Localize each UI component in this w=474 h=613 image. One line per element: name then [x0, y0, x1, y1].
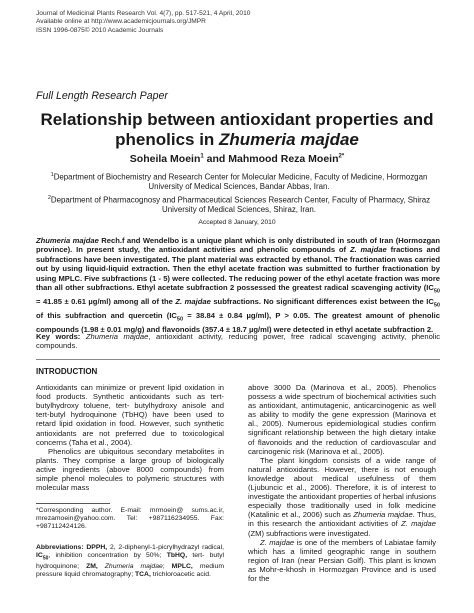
paper-title [20, 110, 454, 150]
author-list [20, 153, 454, 165]
intro-paragraph-5 [248, 538, 436, 583]
abstract-text-6: = 38.84 ± 0.84 µg/ml), P > 0.05. The greatest amount of phenolic compounds (1.98 ± 0.01 mg/g) and flavonoids (357.4 ± 18.7 µg/ml) were detected in ethyl acetate subfraction 2. [36, 310, 440, 334]
intro-p5-text: is one of the members of Labiatae family which has a limited geographic range in southern region of Iran (near Persian Golf). This plant is known as Mohr-e-khosh in Hormozgan Province and is used for the [248, 537, 436, 583]
abstract-text-4: subfractions. No significant differences exist between the IC [210, 296, 434, 306]
abbr-dpph: DPPH, [83, 544, 110, 551]
keywords-label: Key words: [36, 332, 81, 341]
affiliation-2-sup: 2 [47, 195, 51, 202]
keywords-text: , antioxidant activity, reducing power, free radical scavenging activity, phenolic compounds. [36, 332, 441, 351]
author-1-sup: 1 [200, 153, 204, 160]
abbr-tbhq: TbHQ, [166, 552, 188, 560]
abbr-ic: IC [36, 552, 43, 560]
abbr-mplc-text: medium pressure liquid chromatography; [36, 562, 224, 578]
affiliation-2 [36, 194, 442, 214]
intro-p4-text: The plant kingdom consists of a wide range of natural antioxidants. However, there is not enough knowledge about medical usefulness of them (Ljubuncic et al., 2006). Therefore, it is of interest to investigate the antioxidant properties of herbal infusions especially those traditionally used in folk medicine (Katalinic et al., 2006) such as [248, 455, 436, 520]
section-divider [36, 359, 440, 360]
abbr-zm-text: Zhumeria majdae [97, 562, 163, 570]
affiliations [36, 171, 442, 218]
accepted-date: Accepted 8 January, 2010 [198, 219, 276, 226]
footnote-divider [36, 503, 110, 504]
intro-paragraph-3: above 3000 Da (Marinova et al., 2005). Phenolics possess a wide spectrum of biochemical activities such as antioxidant, antimutagenic, anticarcinogenic as well as ability to modify the gene expression (Marinova et al., 2005). Numerous epidemiological studies confirm significant relationship between the high dietary intake of flavonoids and the reduction of cardiovascular and carcinogenic risk (Marinova et al., 2005). [248, 383, 436, 456]
abstract-species-2: Z. majdae [349, 245, 387, 255]
introduction-heading: INTRODUCTION [36, 367, 98, 376]
abbr-label: Abbreviations: [36, 544, 84, 551]
journal-issn: ISSN 1996-0875© 2010 Academic Journals [36, 26, 164, 34]
abbr-mplc: MPLC, [171, 562, 193, 570]
abbr-ic-text: , inhibition concentration by 50%; [48, 552, 167, 560]
intro-p4-species-2: Z. majdae [401, 519, 437, 529]
title-line1: Relationship between antioxidant properties and [40, 110, 434, 129]
abstract-text-3: = 41.85 ± 0.61 µg/ml) among all of the [36, 296, 176, 306]
abstract-sub-3: 50 [176, 316, 184, 323]
affiliation-1 [36, 171, 442, 191]
author-1: Soheila Moein [129, 153, 201, 165]
abbr-zm: ZM, [86, 562, 98, 570]
intro-p5-species: Z. majdae [260, 537, 295, 547]
abbr-tca: TCA, [134, 570, 151, 578]
keywords [36, 332, 440, 351]
intro-paragraph-2: Phenolics are ubiquitous secondary metabolites in plants. They comprise a large group of biologically active ingredients (above 8000 compounds) from simple phenol molecules to polymeric structures with molecular mass [36, 446, 224, 493]
abbr-tbhq-text: tert- butyl hydroquinone; [36, 552, 225, 570]
abbr-tca-text: trichloroacetic acid. [150, 570, 211, 578]
abstract-text-1: Rech.f and Wendelbo is a unique plant which is only distributed in south of Iran (Hormozgan province). In present study, the antioxidant activities and phenolic compounds of [36, 236, 440, 255]
abstract-species-3: Z. majdae [175, 296, 211, 306]
intro-p4-text-3: (ZM) subfractions were investigated. [248, 528, 371, 538]
abstract-sub-1: 50 [433, 288, 440, 295]
abstract-sub-2: 50 [433, 302, 440, 309]
author-and: and [203, 153, 229, 165]
title-line2: phenolics in [115, 130, 220, 149]
intro-paragraph-1: Antioxidants can minimize or prevent lipid oxidation in food products. Synthetic antioxidants such as tert-butylhydroxy toluene, tert- butylhydroxy anisole and tert-butyl hydroquinone (TbHQ) have been used to retard lipid oxidation in food. However, such synthetic antioxidants are not preferred due to toxicological concerns (Taha et al., 2004). [36, 383, 224, 447]
abbr-ic-sub: 50 [42, 555, 49, 562]
abstract-text-5: of this subfraction and quercetin (IC [36, 310, 177, 320]
article-type: Full Length Research Paper [36, 90, 168, 102]
affiliation-1-sup: 1 [50, 172, 54, 178]
journal-header [36, 10, 250, 35]
journal-citation: Journal of Medicinal Plants Research Vol. 4(7), pp. 517-521, 4 April, 2010 [36, 10, 251, 17]
abstract-species: Zhumeria majdae [36, 236, 99, 245]
intro-p4-text-2: . Thus, in this research the antioxidant activities of [248, 510, 436, 529]
abbreviations-note [36, 544, 224, 579]
corresponding-author-note: *Corresponding author. E-mail: mrmoein@ sums.ac.ir, mrezamoein@yahoo.com. Tel: +987116234955. Fax: +987112424126. [36, 507, 224, 531]
author-2: Mahmood Reza Moein [228, 153, 339, 165]
title-species: Zhumeria majdae [219, 130, 359, 149]
intro-paragraph-4 [248, 456, 436, 538]
abbr-sep: ; [162, 562, 172, 570]
left-column [36, 367, 224, 492]
intro-p4-species: Zhumeria majdae [353, 510, 413, 520]
right-column [248, 383, 436, 583]
affiliation-2-text: Department of Pharmacognosy and Pharmaceutical Sciences Research Center, Faculty of Pharmacy, Shiraz University of Medical Sciences, Shiraz, Iran. [50, 196, 431, 215]
abbr-dpph-text: 2, 2-diphenyl-1-picrylhydrazyl radical, [109, 544, 224, 551]
author-2-sup: 2* [338, 153, 345, 160]
abstract [36, 236, 440, 334]
abstract-text-2: fractions and subfractions have been investigated. The plant material was extracted by ethanol. The fractionation was carried out by using liquid-liquid extraction. Then the ethyl acetate fraction was submitted to further fractionation by using MPLC. Five subfractions (1 - 5) were collected. The reducing power of the ethyl acetate fraction was more than all other subfractions. Ethyl acetate subfraction 2 possessed the greatest radical scavenging activity (IC [36, 245, 441, 293]
journal-url[interactable]: Available online at http://www.academicjournals.org/JMPR [36, 18, 206, 26]
keywords-species: Zhumeria majdae [80, 332, 149, 341]
affiliation-1-text: Department of Biochemistry and Research Center for Molecular Medicine, Faculty of Medicine, Hormozgan University of Medical Sciences, Bandar Abbas, Iran. [53, 172, 428, 192]
